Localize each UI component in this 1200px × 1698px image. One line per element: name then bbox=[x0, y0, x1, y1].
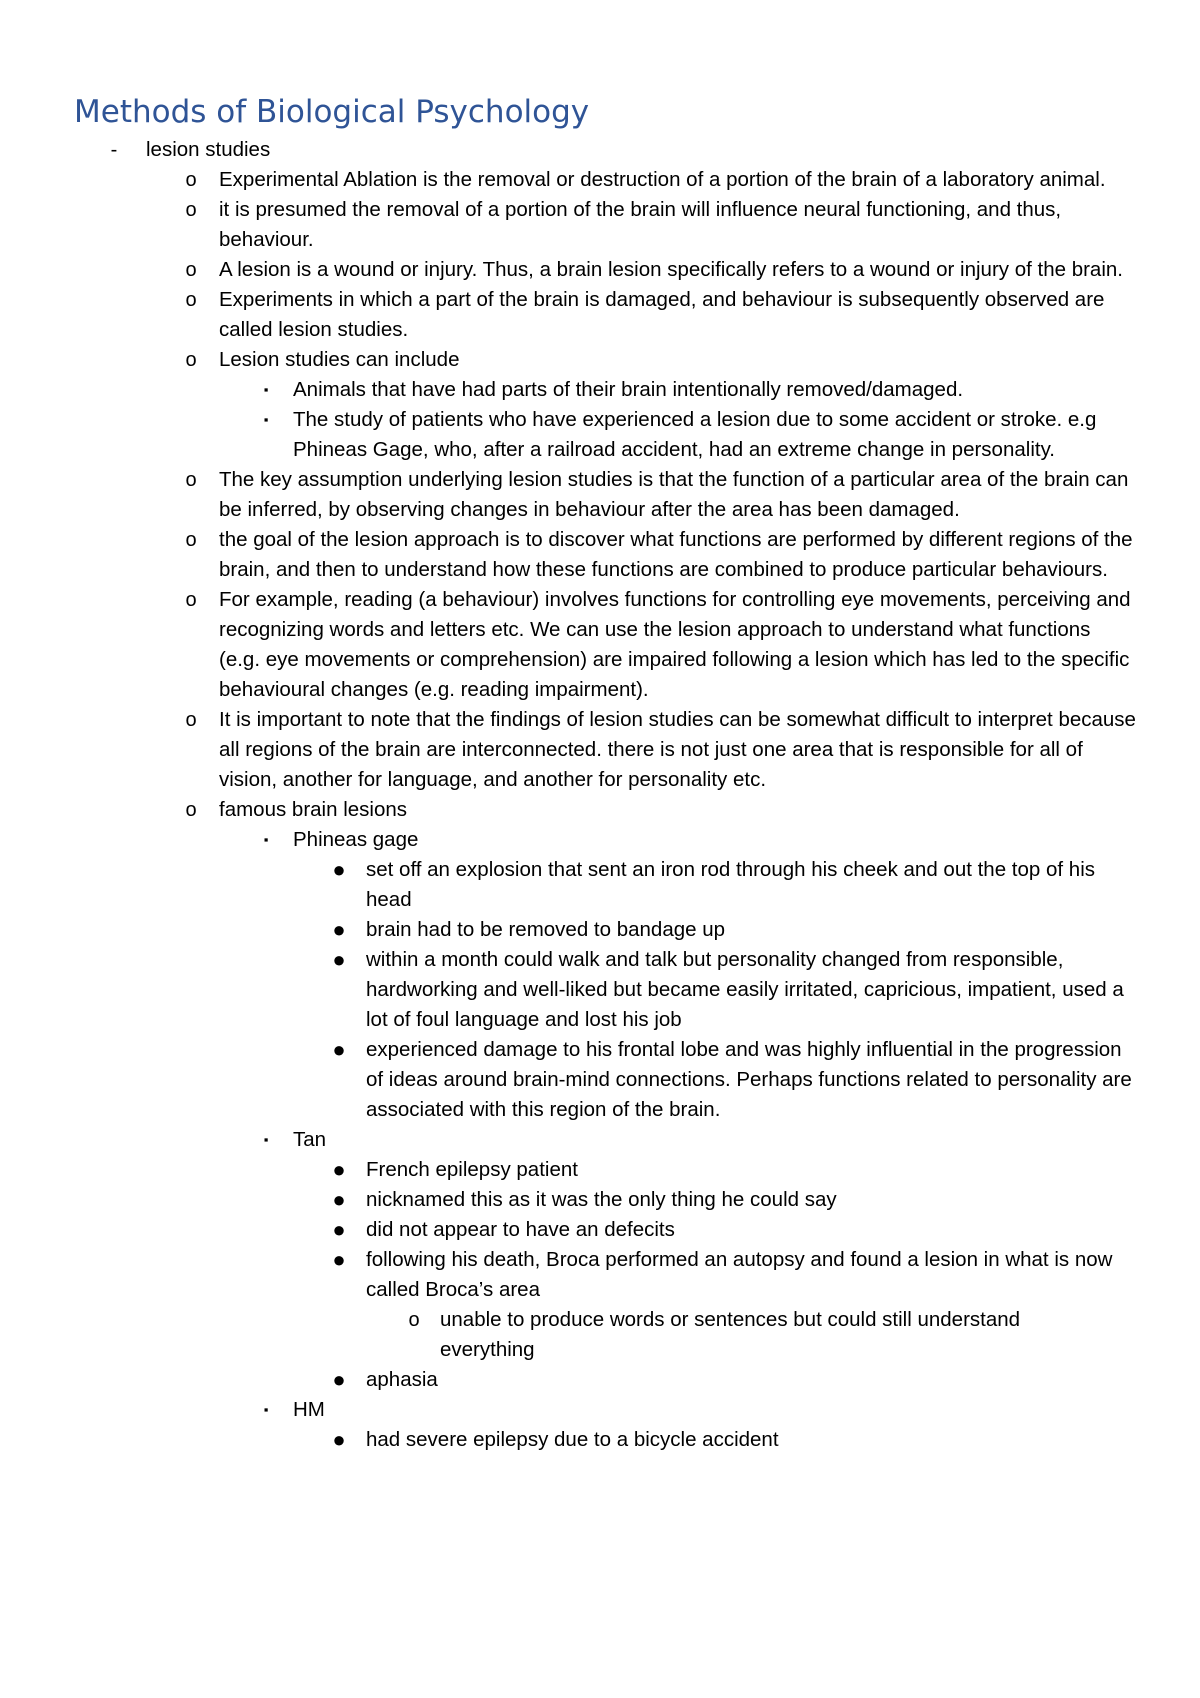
list-item-text: The key assumption underlying lesion studies is that the function of a particular area of the brain can be inferred, by observing changes in behaviour after the area has been damaged. bbox=[219, 468, 1129, 521]
list-item bbox=[0, 255, 1200, 285]
list-item-text: it is presumed the removal of a portion of the brain will influence neural functioning, and thus, behaviour. bbox=[219, 198, 1062, 251]
list-item bbox=[0, 285, 1200, 345]
list-item-text: Lesion studies can include bbox=[219, 348, 460, 371]
list-item-text: French epilepsy patient bbox=[366, 1158, 578, 1181]
list-item-text: It is important to note that the findings of lesion studies can be somewhat difficult to interpret because all regions of the brain are interconnected. there is not just one area that is responsible for all of vision, another for language, and another for personality etc. bbox=[219, 708, 1136, 791]
circle-bullet-icon: o bbox=[185, 529, 197, 551]
list-item bbox=[0, 135, 1200, 165]
disc-bullet-icon: ● bbox=[332, 1217, 346, 1242]
disc-bullet-icon: ● bbox=[332, 1367, 346, 1392]
list-item-text: unable to produce words or sentences but could still understand everything bbox=[440, 1308, 1021, 1361]
list-item-text: nicknamed this as it was the only thing he could say bbox=[366, 1188, 837, 1211]
list-item bbox=[0, 405, 1200, 465]
disc-bullet-icon: ● bbox=[332, 917, 346, 942]
list-item bbox=[0, 375, 1200, 405]
case-name-tan: Tan bbox=[293, 1128, 327, 1151]
circle-bullet-icon: o bbox=[185, 799, 197, 821]
disc-bullet-icon: ● bbox=[332, 1427, 346, 1452]
list-item bbox=[0, 1035, 1200, 1125]
list-item bbox=[0, 1155, 1200, 1185]
list-item-text: For example, reading (a behaviour) involves functions for controlling eye movements, perceiving and recognizing words and letters etc. We can use the lesion approach to understand what functions (e.g. eye movements or comprehension) are impaired following a lesion which has led to the specific behavioural changes (e.g. reading impairment). bbox=[219, 588, 1131, 701]
list-item bbox=[0, 1365, 1200, 1395]
list-item-text: Experimental Ablation is the removal or destruction of a portion of the brain of a laboratory animal. bbox=[219, 168, 1106, 191]
list-item bbox=[0, 915, 1200, 945]
disc-bullet-icon: ● bbox=[332, 857, 346, 882]
square-bullet-icon: ▪ bbox=[263, 832, 269, 847]
case-name-phineas-gage: Phineas gage bbox=[293, 828, 419, 851]
square-bullet-icon: ▪ bbox=[263, 1132, 269, 1147]
list-item-text: set off an explosion that sent an iron rod through his cheek and out the top of his head bbox=[366, 858, 1096, 911]
list-item bbox=[0, 585, 1200, 705]
disc-bullet-icon: ● bbox=[332, 1037, 346, 1062]
list-item bbox=[0, 345, 1200, 375]
square-bullet-icon: ▪ bbox=[263, 412, 269, 427]
list-item bbox=[0, 1125, 1200, 1155]
list-item-text: A lesion is a wound or injury. Thus, a brain lesion specifically refers to a wound or injury of the brain. bbox=[219, 258, 1123, 281]
list-item bbox=[0, 945, 1200, 1035]
list-item bbox=[0, 795, 1200, 825]
circle-bullet-icon: o bbox=[408, 1309, 420, 1331]
square-bullet-icon: ▪ bbox=[263, 1402, 269, 1417]
list-item-text: aphasia bbox=[366, 1368, 438, 1391]
circle-bullet-icon: o bbox=[185, 349, 197, 371]
circle-bullet-icon: o bbox=[185, 469, 197, 491]
outline-level-1 bbox=[0, 135, 1200, 1455]
dash-bullet-icon: - bbox=[110, 139, 118, 161]
document-title: Methods of Biological Psychology bbox=[74, 94, 590, 130]
disc-bullet-icon: ● bbox=[332, 1247, 346, 1272]
list-item bbox=[0, 165, 1200, 195]
circle-bullet-icon: o bbox=[185, 199, 197, 221]
list-item-text: famous brain lesions bbox=[219, 798, 408, 821]
list-item bbox=[0, 195, 1200, 255]
circle-bullet-icon: o bbox=[185, 589, 197, 611]
disc-bullet-icon: ● bbox=[332, 1187, 346, 1212]
list-item bbox=[0, 1185, 1200, 1215]
list-item-text: Experiments in which a part of the brain is damaged, and behaviour is subsequently observed are called lesion studies. bbox=[219, 288, 1105, 341]
list-item bbox=[0, 1245, 1200, 1305]
list-item-text: had severe epilepsy due to a bicycle accident bbox=[366, 1428, 779, 1451]
circle-bullet-icon: o bbox=[185, 169, 197, 191]
document-body bbox=[0, 135, 1200, 1455]
case-name-hm: HM bbox=[293, 1398, 325, 1421]
list-item bbox=[0, 465, 1200, 525]
square-bullet-icon: ▪ bbox=[263, 382, 269, 397]
list-item bbox=[0, 855, 1200, 915]
list-item bbox=[0, 1305, 1200, 1365]
disc-bullet-icon: ● bbox=[332, 1157, 346, 1182]
list-item-text: brain had to be removed to bandage up bbox=[366, 918, 726, 941]
list-item bbox=[0, 1395, 1200, 1425]
list-item-text: following his death, Broca performed an autopsy and found a lesion in what is now called Broca’s area bbox=[366, 1248, 1113, 1301]
disc-bullet-icon: ● bbox=[332, 947, 346, 972]
list-item bbox=[0, 825, 1200, 855]
list-item-text: Animals that have had parts of their brain intentionally removed/damaged. bbox=[293, 378, 964, 401]
list-item-text: within a month could walk and talk but personality changed from responsible, hardworking and well-liked but became easily irritated, capricious, impatient, used a lot of foul language and lost his job bbox=[366, 948, 1124, 1031]
circle-bullet-icon: o bbox=[185, 709, 197, 731]
list-item bbox=[0, 1215, 1200, 1245]
list-item-text: did not appear to have an defecits bbox=[366, 1218, 675, 1241]
circle-bullet-icon: o bbox=[185, 289, 197, 311]
list-item-text: experienced damage to his frontal lobe and was highly influential in the progression of ideas around brain-mind connections. Perhaps functions related to personality are associated with this region of the brain. bbox=[366, 1038, 1132, 1121]
list-item bbox=[0, 525, 1200, 585]
list-item-text: the goal of the lesion approach is to discover what functions are performed by different regions of the brain, and then to understand how these functions are combined to produce particular behaviours. bbox=[219, 528, 1133, 581]
circle-bullet-icon: o bbox=[185, 259, 197, 281]
list-item bbox=[0, 1425, 1200, 1455]
list-item-text: The study of patients who have experienced a lesion due to some accident or stroke. e.g Phineas Gage, who, after a railroad accident, had an extreme change in personality. bbox=[293, 408, 1097, 461]
list-item bbox=[0, 705, 1200, 795]
section-heading-lesion-studies: lesion studies bbox=[146, 138, 271, 161]
